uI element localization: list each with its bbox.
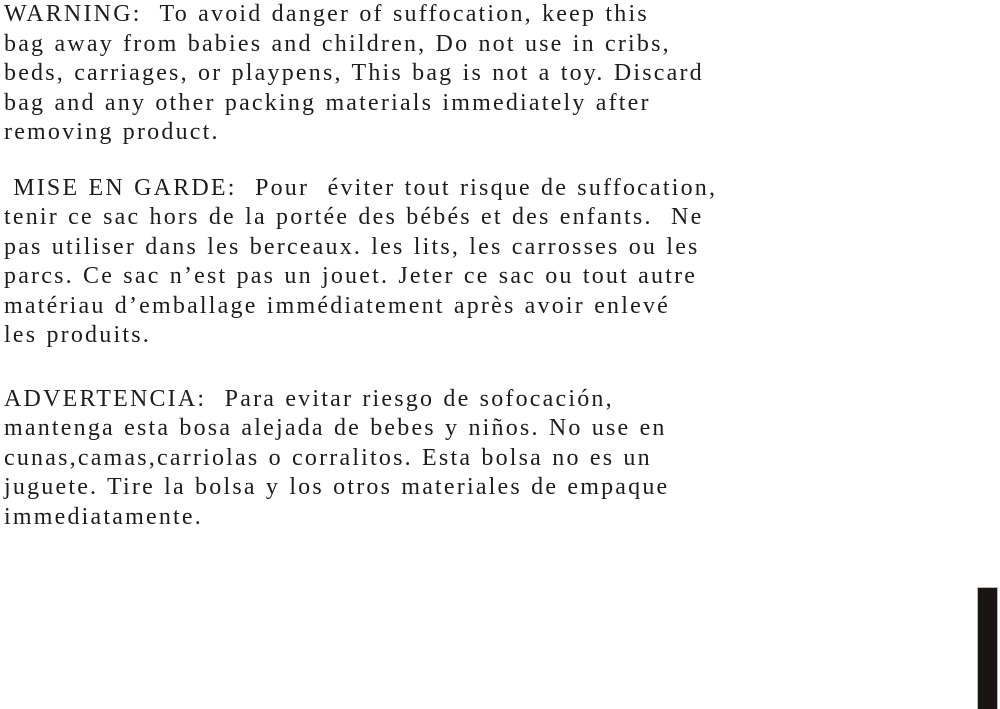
warning-paragraph-spanish bbox=[4, 385, 717, 533]
text-line: MISE EN GARDE: Pour éviter tout risque de suffocation, bbox=[4, 174, 718, 201]
warning-paragraph-english bbox=[4, 0, 717, 148]
black-vertical-bar bbox=[978, 588, 997, 709]
text-line: mantenga esta bosa alejada de bebes y niños. No use en bbox=[4, 415, 667, 441]
text-line: immediatamente. bbox=[4, 503, 203, 530]
text-line: removing product. bbox=[4, 119, 220, 145]
text-line: juguete. Tire la bolsa y los otros materiales de empaque bbox=[4, 474, 670, 500]
text-line: WARNING: To avoid danger of suffocation, keep this bbox=[4, 1, 649, 27]
text-line: ADVERTENCIA: Para evitar riesgo de sofocación, bbox=[4, 385, 614, 412]
text-line: les produits. bbox=[4, 322, 151, 348]
text-line: tenir ce sac hors de la portée des bébés et des enfants. Ne bbox=[4, 204, 704, 230]
text-line: bag away from babies and children, Do not use in cribs, bbox=[4, 30, 671, 57]
warning-paragraph-french bbox=[4, 174, 717, 351]
text-line: cunas,camas,carriolas o corralitos. Esta bolsa no es un bbox=[4, 444, 652, 471]
text-line: pas utiliser dans les berceaux. les lits, les carrosses ou les bbox=[4, 233, 700, 260]
text-line: bag and any other packing materials immediately after bbox=[4, 89, 651, 116]
text-line: matériau d’emballage immédiatement après avoir enlevé bbox=[4, 292, 671, 319]
warning-label-text bbox=[4, 0, 717, 532]
text-line: parcs. Ce sac n’est pas un jouet. Jeter ce sac ou tout autre bbox=[4, 263, 698, 289]
text-line: beds, carriages, or playpens, This bag is not a toy. Discard bbox=[4, 60, 704, 86]
